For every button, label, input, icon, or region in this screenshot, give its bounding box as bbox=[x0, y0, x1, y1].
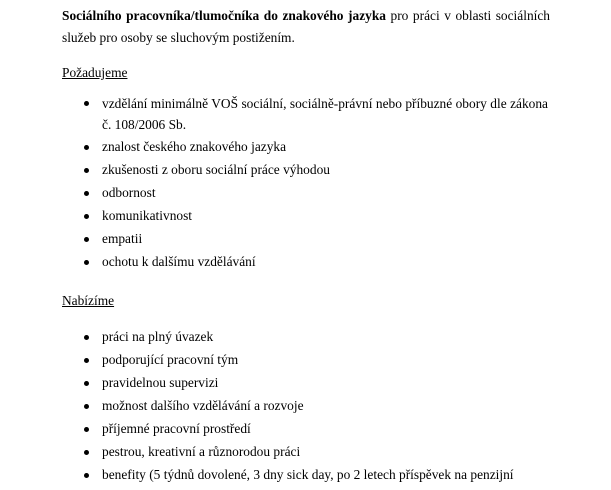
bullet-icon bbox=[84, 191, 89, 196]
list-item-text: komunikativnost bbox=[102, 208, 193, 223]
list-item-text: odbornost bbox=[102, 185, 156, 200]
offers-list bbox=[84, 329, 548, 490]
list-item bbox=[84, 467, 548, 483]
list-item bbox=[84, 421, 548, 437]
list-item bbox=[84, 254, 548, 270]
list-item-text: znalost českého znakového jazyka bbox=[102, 139, 287, 154]
intro-paragraph bbox=[62, 5, 550, 48]
list-item bbox=[84, 162, 548, 178]
list-item bbox=[84, 139, 548, 155]
bullet-icon bbox=[84, 335, 89, 340]
list-item-text: příjemné pracovní prostředí bbox=[102, 421, 251, 436]
list-item-text: ochotu k dalšímu vzdělávání bbox=[102, 254, 256, 269]
intro-text: pro práci v oblasti sociálních služeb pro osoby se sluchovým postižením. bbox=[62, 8, 550, 45]
list-item bbox=[84, 375, 548, 391]
bullet-icon bbox=[84, 260, 89, 265]
list-item bbox=[84, 208, 548, 224]
list-item-text: pravidelnou supervizi bbox=[102, 375, 219, 390]
list-item bbox=[84, 185, 548, 201]
bullet-icon bbox=[84, 450, 89, 455]
list-item-text: podporující pracovní tým bbox=[102, 352, 239, 367]
bullet-icon bbox=[84, 168, 89, 173]
list-item bbox=[84, 231, 548, 247]
requirements-list bbox=[84, 93, 548, 277]
bullet-icon bbox=[84, 404, 89, 409]
bullet-icon bbox=[84, 145, 89, 150]
list-item-text: benefity (5 týdnů dovolené, 3 dny sick day, po 2 letech příspěvek na penzijní bbox=[102, 467, 514, 482]
bullet-icon bbox=[84, 214, 89, 219]
bullet-icon bbox=[84, 427, 89, 432]
offers-heading: Nabízíme bbox=[62, 293, 115, 308]
requirements-heading: Požadujeme bbox=[62, 65, 128, 80]
bullet-icon bbox=[84, 358, 89, 363]
bullet-icon bbox=[84, 381, 89, 386]
list-item-text: empatii bbox=[102, 231, 143, 246]
bullet-icon bbox=[84, 237, 89, 242]
bullet-icon bbox=[84, 101, 89, 106]
list-item-text: zkušenosti z oboru sociální práce výhodou bbox=[102, 162, 330, 177]
list-item-text: práci na plný úvazek bbox=[102, 329, 214, 344]
bullet-icon bbox=[84, 473, 89, 478]
list-item bbox=[84, 352, 548, 368]
list-item bbox=[84, 329, 548, 345]
list-item-text: vzdělání minimálně VOŠ sociální, sociálně-právní nebo příbuzné obory dle zákona č. 108/2006 Sb. bbox=[102, 96, 548, 132]
list-item bbox=[84, 444, 548, 460]
list-item-text: možnost dalšího vzdělávání a rozvoje bbox=[102, 398, 304, 413]
list-item-text: pestrou, kreativní a různorodou práci bbox=[102, 444, 301, 459]
list-item bbox=[84, 93, 548, 135]
job-title: Sociálního pracovníka/tlumočníka do znakového jazyka bbox=[62, 8, 386, 23]
list-item bbox=[84, 398, 548, 414]
